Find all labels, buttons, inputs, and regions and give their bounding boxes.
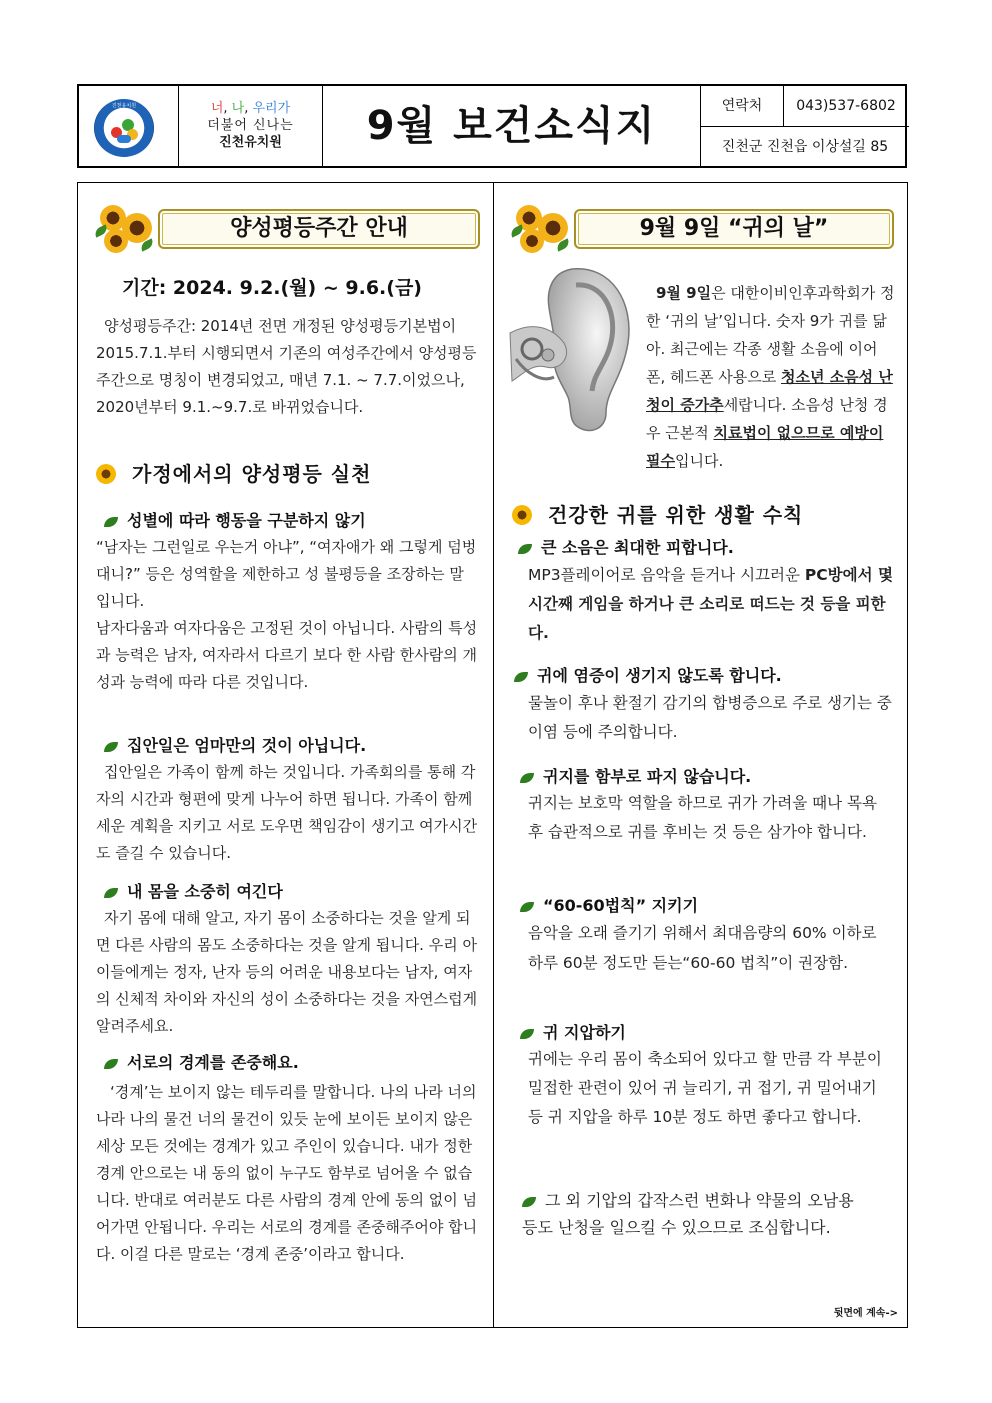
contact-row: [701, 86, 909, 127]
kindergarten-logo: [94, 99, 154, 157]
contact-label: 연락처: [701, 86, 784, 126]
item-body: “남자는 그런일로 우는거 아냐”, “여자애가 왜 그렇게 덤벙대니?” 등은 성역할을 제한하고 성 불평등을 조장하는 말입니다.: [96, 538, 477, 610]
event-period: 기간: 2024. 9.2.(월) ~ 9.6.(금): [122, 277, 422, 299]
sunflower-decoration-icon: [510, 203, 578, 259]
contact-cell: [701, 86, 909, 166]
item-title: 집안일은 엄마만의 것이 아닙니다.: [104, 734, 366, 758]
intro-text-part: 세랍니다. 소음성 난청 경우 근본적: [646, 396, 888, 442]
school-name: 진천유치원: [219, 135, 282, 150]
item-body: 집안일은 가족이 함께 하는 것입니다. 가족회의를 통해 각자의 시간과 형편에 맞게 나누어 하면 됩니다. 가족이 함께 세운 계획을 지키고 서로 도우면 책임감이 생기고 여가시간도 즐길 수 있습니다.: [96, 763, 478, 862]
item-body: 물놀이 후나 환절기 감기의 합병증으로 주로 생기는 중이염 등에 주의합니다.: [528, 694, 892, 741]
school-address: 진천군 진천읍 이상설길 85: [721, 139, 889, 155]
leaf-bullet-icon: [520, 773, 534, 783]
item-body: MP3플레이어로 음악을 듣거나 시끄러운 PC방에서 몇 시간째 게임을 하거나 큰 소리로 떠드는 것 등을 피한다.: [528, 566, 893, 642]
left-column: [78, 183, 493, 1327]
ear-day-banner: 9월 9일 “귀의 날”: [574, 209, 894, 249]
continued-note: 뒷면에 계속->: [833, 1308, 898, 1319]
item-title: 귀 지압하기: [520, 1021, 626, 1045]
motto-word-you: 너: [210, 101, 224, 116]
newsletter-header: [77, 84, 907, 168]
leaf-bullet-icon: [520, 1029, 534, 1039]
sunflower-icon: [512, 505, 532, 525]
intro-text-part: 입니다.: [674, 452, 724, 470]
leaf-bullet-icon: [104, 742, 118, 752]
section-title-home: 가정에서의 양성평등 실천: [96, 458, 371, 487]
leaf-bullet-icon: [522, 1197, 536, 1207]
item-title: “60-60법칙” 지키기: [520, 894, 698, 918]
item-body: 음악을 오래 즐기기 위해서 최대음량의 60% 이하로 하루 60분 정도만 듣는“60-60 법칙”이 권장함.: [528, 924, 877, 972]
ear-day-intro: [646, 279, 896, 475]
contact-phone: 043)537-6802: [796, 98, 896, 114]
gender-equality-banner: 양성평등주간 안내: [158, 209, 480, 249]
item-title: 귀에 염증이 생기지 않도록 합니다.: [514, 664, 782, 688]
intro-date: 9월 9일: [656, 284, 712, 302]
leaf-bullet-icon: [104, 1059, 118, 1069]
item-body: ‘경계’는 보이지 않는 테두리를 말합니다. 나의 나라 너의 나라 나의 물건 너의 물건이 있듯 눈에 보이든 보이지 않은 세상 모든 것에는 경계가 있고 주인이 있습니다. 내가 정한 경계 안으로는 내 동의 없이 누구도 함부로 넘어올 수 없습니다. 반대로 여러분도 다른 사람의 경계 안에 동의 없이 넘어가면 안됩니다. 우리는 서로의 경계를 존중해주어야 합니다. 이걸 다른 말로는 ‘경계 존중’이라고 합니다.: [96, 1083, 478, 1263]
extra-note: 그 외 기압의 갑작스런 변화나 약물의 오남용 등도 난청을 일으킬 수 있으므로 조심합니다.: [522, 1191, 854, 1237]
motto-line-1: 너, 나, 우리가: [210, 101, 291, 116]
school-motto: [179, 86, 323, 166]
motto-word-us: 우리가: [252, 101, 291, 116]
item-body: 자기 몸에 대해 알고, 자기 몸이 소중하다는 것을 알게 되면 다른 사람의 몸도 소중하다는 것을 알게 됩니다. 우리 아이들에게는 정자, 난자 등의 어려운 내용보다는 남자, 여자의 신체적 차이와 자신의 성이 소중하다는 것을 자연스럽게 알려주세요.: [96, 909, 478, 1035]
logo-cell: [79, 86, 179, 166]
section-title-ear-health: 건강한 귀를 위한 생활 수칙: [512, 499, 803, 528]
item-title: 내 몸을 소중히 여긴다: [104, 880, 283, 904]
sunflower-decoration-icon: [94, 203, 162, 259]
ear-anatomy-image: [502, 263, 638, 435]
main-content: [77, 182, 908, 1328]
item-body: 귀에는 우리 몸이 축소되어 있다고 할 만큼 각 부분이 밀접한 관련이 있어 귀 늘리기, 귀 접기, 귀 밀어내기 등 귀 지압을 하루 10분 정도 하면 좋다고 합니다.: [528, 1050, 882, 1126]
intro-text: 양성평등주간: 2014년 전면 개정된 양성평등기본법이 2015.7.1.부터 시행되면서 기존의 여성주간에서 양성평등주간으로 명칭이 변경되었고, 매년 7.1. ~ 7.7.이었으나, 2020년부터 9.1.~9.7.로 바뀌었습니다.: [96, 317, 477, 416]
right-column: [494, 183, 908, 1327]
leaf-bullet-icon: [518, 544, 532, 554]
page-title: 9월 보건소식지: [323, 86, 701, 166]
item-title: 성별에 따라 행동을 구분하지 않기: [104, 509, 366, 533]
item-title: 귀지를 함부로 파지 않습니다.: [520, 765, 751, 789]
leaf-bullet-icon: [104, 888, 118, 898]
intro-highlight-1: 청소년 소음성 난청이 증가추: [646, 368, 893, 414]
item-title: 큰 소음은 최대한 피합니다.: [518, 536, 734, 560]
motto-word-me: 나: [231, 101, 245, 116]
logo-text: 진천유치원: [111, 103, 137, 109]
logo-figure-blue: [117, 135, 131, 143]
motto-line-2: 더불어 신나는: [207, 118, 294, 133]
intro-text-part: 은 대한이비인후과학회가 정한 ‘귀의 날’입니다. 숫자 9가 귀를 닮아. 최근에는 각종 생활 소음에 이어폰, 헤드폰 사용으로: [646, 284, 895, 386]
leaf-bullet-icon: [104, 517, 118, 527]
sunflower-icon: [96, 464, 116, 484]
item-body: 남자다움과 여자다움은 고정된 것이 아닙니다. 사람의 특성과 능력은 남자, 여자라서 다르기 보다 한 사람 한사람의 개성과 능력에 따라 다른 것입니다.: [96, 619, 478, 691]
leaf-bullet-icon: [520, 902, 534, 912]
item-title: 서로의 경계를 존중해요.: [104, 1051, 299, 1075]
leaf-bullet-icon: [514, 672, 528, 682]
item-body: 귀지는 보호막 역할을 하므로 귀가 가려울 때나 목욕 후 습관적으로 귀를 후비는 것 등은 삼가야 합니다.: [528, 794, 877, 841]
intro-highlight-2: 치료법이 없으므로 예방이 필수: [646, 424, 884, 470]
